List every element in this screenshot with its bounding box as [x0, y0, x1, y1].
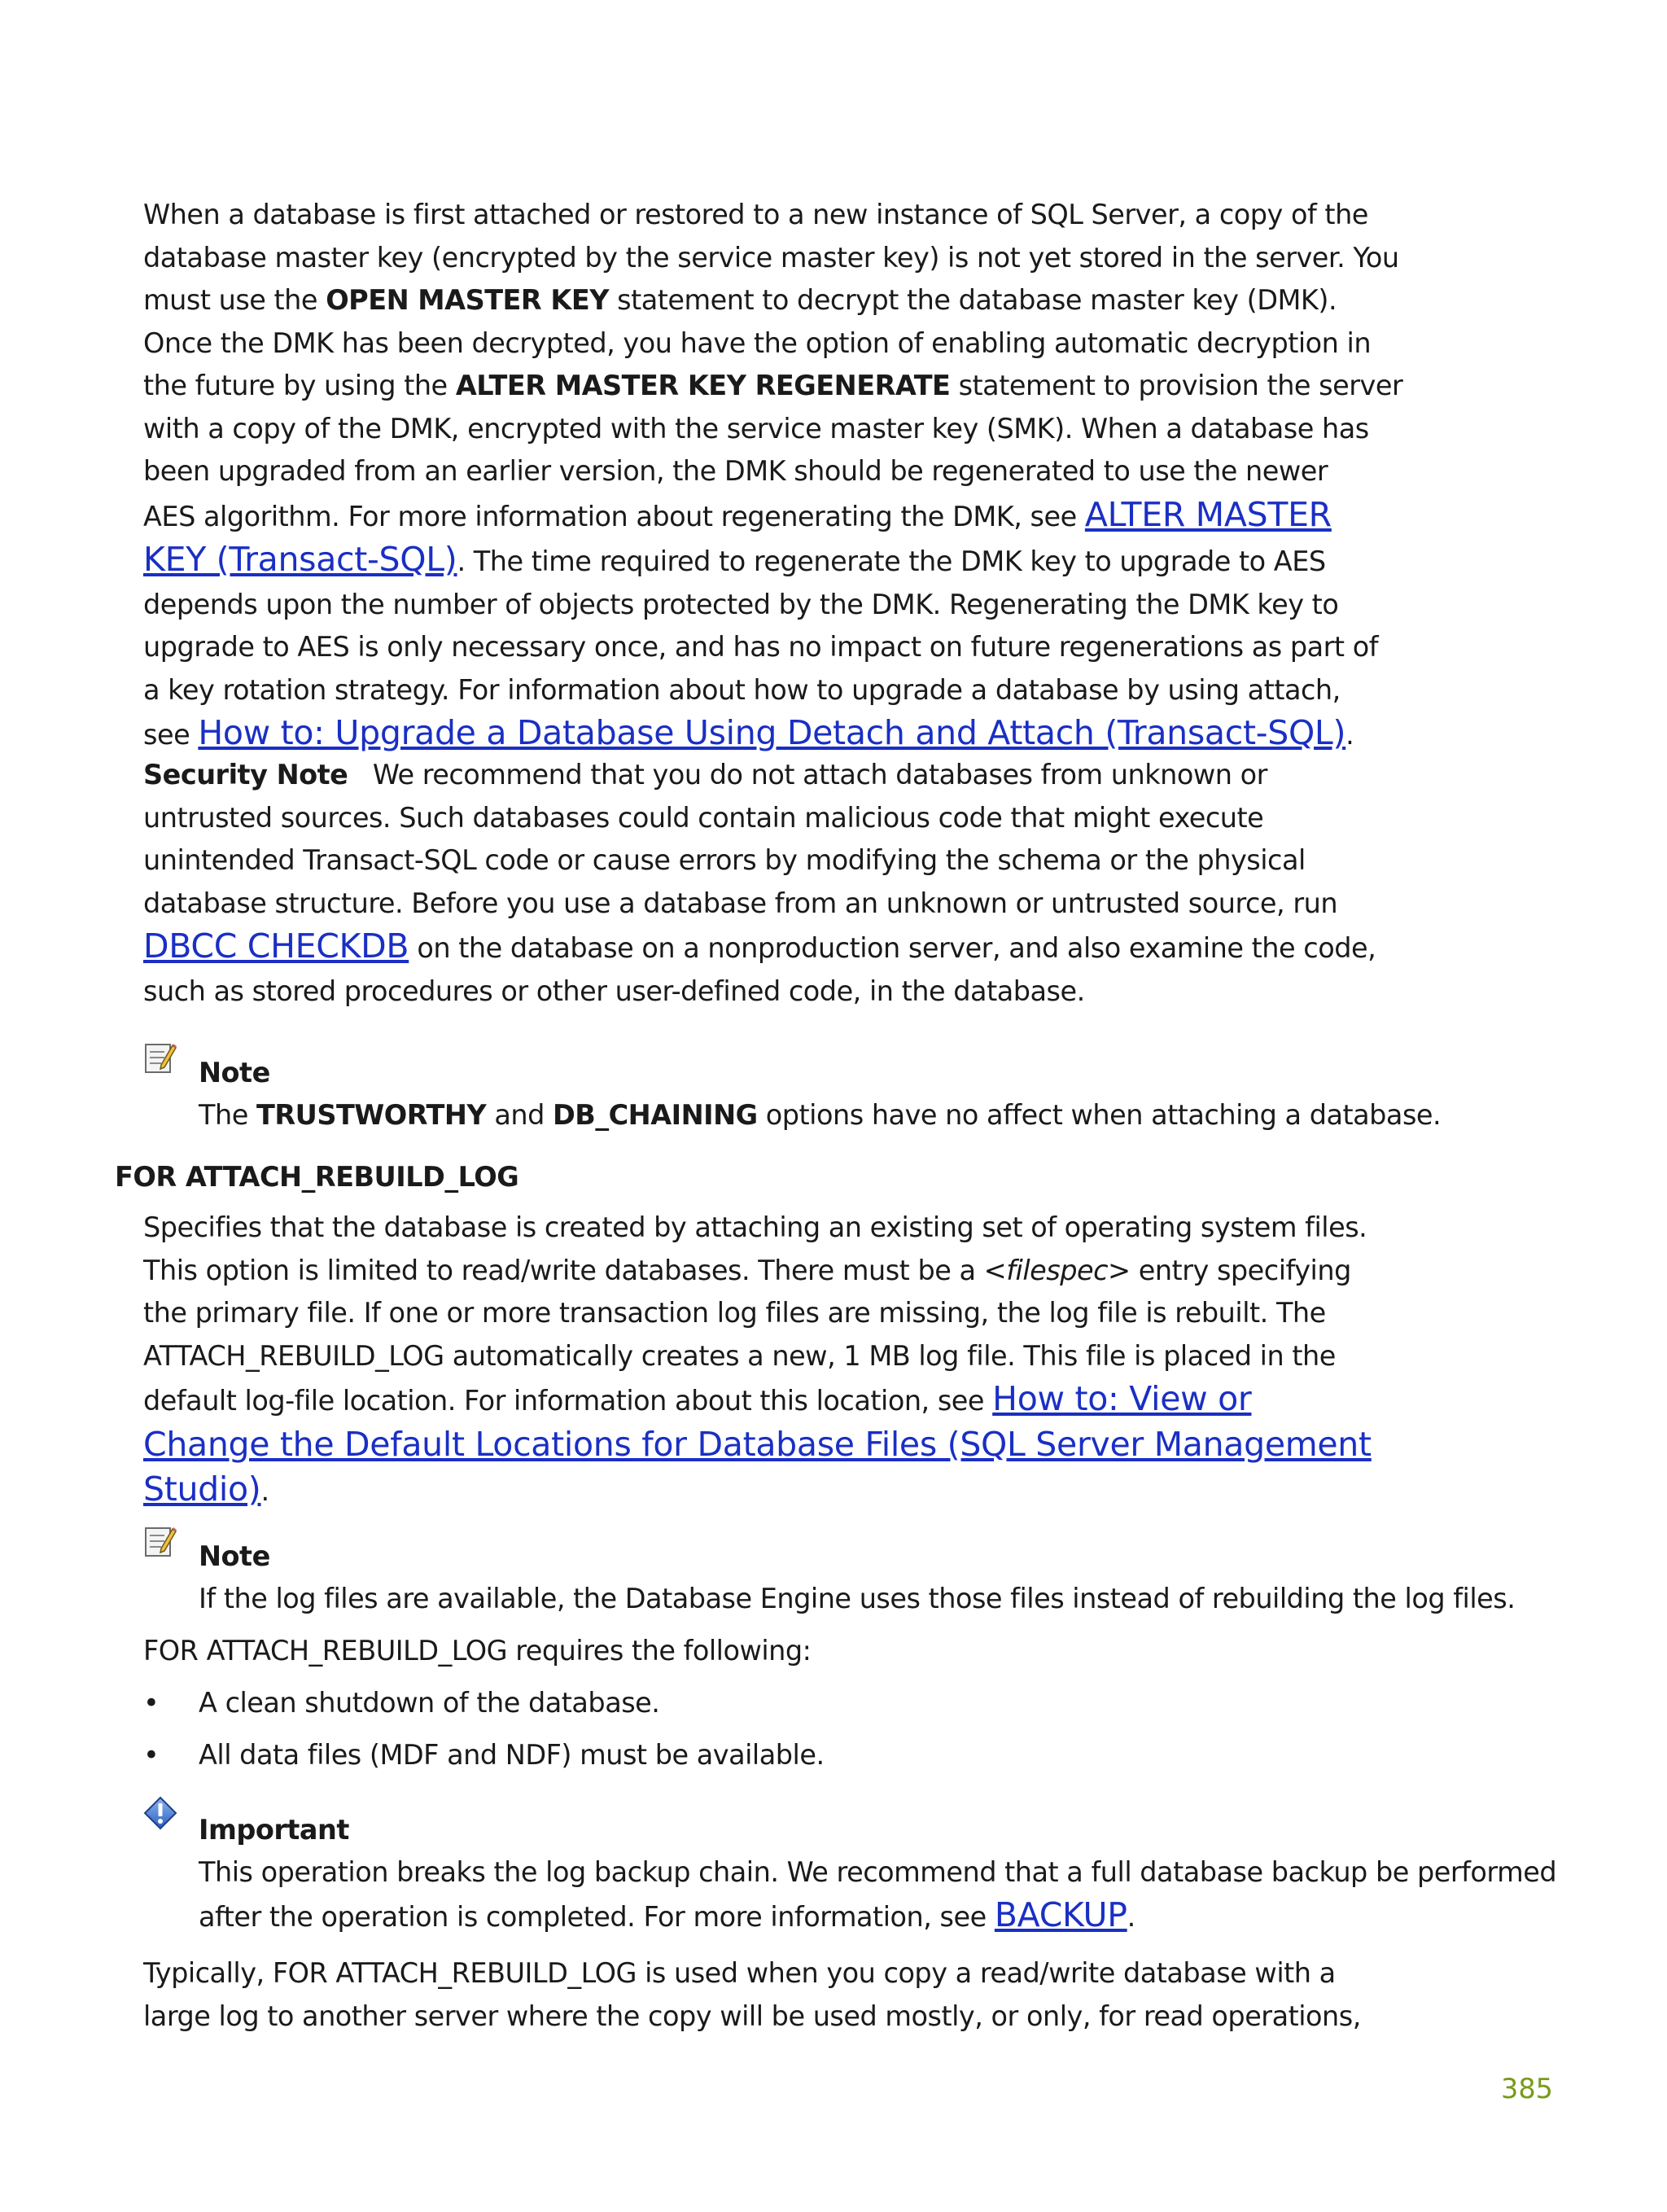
important-text-line: This operation breaks the log backup chain. We recommend that a full database backup be performed [199, 1856, 1557, 1888]
text-line: a key rotation strategy. For information about how to upgrade a database by using attach, [143, 673, 1341, 706]
text-line: Typically, FOR ATTACH_REBUILD_LOG is used when you copy a read/write database with a [143, 1957, 1336, 1989]
security-note-label: Security Note [143, 759, 348, 791]
note-text: If the log files are available, the Database Engine uses those files instead of rebuilding the log files. [199, 1583, 1516, 1614]
text-line: unintended Transact-SQL code or cause errors by modifying the schema or the physical [143, 844, 1306, 876]
intro-paragraph [143, 194, 1527, 757]
text-line: default log-file location. For information about this location, see How to: View or [143, 1379, 1252, 1418]
text-line: see How to: Upgrade a Database Using Detach and Attach (Transact-SQL). [143, 713, 1354, 752]
text-line: the primary file. If one or more transaction log files are missing, the log file is rebuilt. The [143, 1297, 1326, 1329]
page-number: 385 [1501, 2073, 1553, 2105]
dbcc-checkdb-link[interactable]: DBCC CHECKDB [143, 926, 409, 966]
text-line: Specifies that the database is created by attaching an existing set of operating system files. [143, 1211, 1367, 1243]
default-locations-link-end[interactable]: Studio) [143, 1470, 261, 1509]
note-pencil-icon [143, 1040, 177, 1075]
text-line: Once the DMK has been decrypted, you have the option of enabling automatic decryption in [143, 326, 1372, 359]
typical-usage-paragraph [143, 1952, 1527, 2038]
rebuild-log-paragraph [143, 1207, 1527, 1513]
default-locations-link[interactable]: How to: View or [992, 1379, 1252, 1418]
note-title: Note [199, 1057, 270, 1088]
bold-term: OPEN MASTER KEY [326, 284, 609, 316]
requirements-intro: FOR ATTACH_REBUILD_LOG requires the following: [143, 1635, 812, 1667]
text-line [143, 1423, 1527, 1469]
note-pencil-icon [143, 1524, 177, 1558]
text-line: untrusted sources. Such databases could contain malicious code that might execute [143, 801, 1264, 834]
security-note [143, 754, 1527, 1013]
text-line: ATTACH_REBUILD_LOG automatically creates a new, 1 MB log file. This file is placed in the [143, 1339, 1336, 1372]
section-heading: FOR ATTACH_REBUILD_LOG [115, 1161, 519, 1193]
text-line: large log to another server where the copy will be used mostly, or only, for read operations, [143, 2000, 1361, 2032]
bold-term: TRUSTWORTHY [256, 1099, 487, 1131]
text-line: AES algorithm. For more information about regenerating the DMK, see ALTER MASTER [143, 494, 1332, 534]
note-text: The TRUSTWORTHY and DB_CHAINING options have no affect when attaching a database. [199, 1099, 1442, 1131]
backup-link[interactable]: BACKUP [994, 1895, 1127, 1934]
bullet-marker: • [143, 1739, 160, 1771]
text-line: such as stored procedures or other user-defined code, in the database. [143, 975, 1085, 1007]
text-line: depends upon the number of objects protected by the DMK. Regenerating the DMK key to [143, 588, 1339, 620]
note-title: Note [199, 1540, 270, 1572]
alter-master-key-link[interactable]: ALTER MASTER [1084, 494, 1332, 534]
text-line: with a copy of the DMK, encrypted with the service master key (SMK). When a database has [143, 412, 1369, 445]
italic-term: filespec [1006, 1254, 1108, 1286]
important-text-line: after the operation is completed. For more information, see BACKUP. [199, 1895, 1135, 1934]
bold-term: DB_CHAINING [553, 1099, 758, 1131]
text-line: database master key (encrypted by the service master key) is not yet stored in the server. You [143, 241, 1399, 274]
text-line: DBCC CHECKDB on the database on a nonproduction server, and also examine the code, [143, 926, 1376, 966]
important-title: Important [199, 1814, 349, 1846]
text-line: been upgraded from an earlier version, the DMK should be regenerated to use the newer [143, 455, 1328, 487]
bold-term: ALTER MASTER KEY REGENERATE [455, 370, 951, 401]
text-line: upgrade to AES is only necessary once, and has no impact on future regenerations as part of [143, 631, 1379, 663]
important-exclamation-icon [143, 1796, 177, 1830]
text-line: database structure. Before you use a database from an unknown or untrusted source, run [143, 887, 1338, 919]
text-line: When a database is first attached or restored to a new instance of SQL Server, a copy of the [143, 199, 1368, 230]
text-line: must use the OPEN MASTER KEY statement to decrypt the database master key (DMK). [143, 284, 1337, 316]
text-line: the future by using the ALTER MASTER KEY REGENERATE statement to provision the server [143, 370, 1403, 401]
list-item: A clean shutdown of the database. [199, 1687, 660, 1719]
text-line: Security Note We recommend that you do not attach databases from unknown or [143, 759, 1267, 791]
bullet-marker: • [143, 1687, 160, 1719]
default-locations-link-cont[interactable]: Change the Default Locations for Database Files (SQL Server Management [143, 1424, 1372, 1464]
list-item: All data files (MDF and NDF) must be available. [199, 1739, 825, 1771]
upgrade-database-link[interactable]: How to: Upgrade a Database Using Detach and Attach (Transact-SQL) [198, 713, 1346, 752]
text-line: Studio). [143, 1470, 269, 1509]
text-line: KEY (Transact-SQL). The time required to regenerate the DMK key to upgrade to AES [143, 540, 1326, 579]
text-line: This option is limited to read/write databases. There must be a <filespec> entry specifying [143, 1254, 1351, 1286]
alter-master-key-link-cont[interactable]: KEY (Transact-SQL) [143, 540, 457, 579]
